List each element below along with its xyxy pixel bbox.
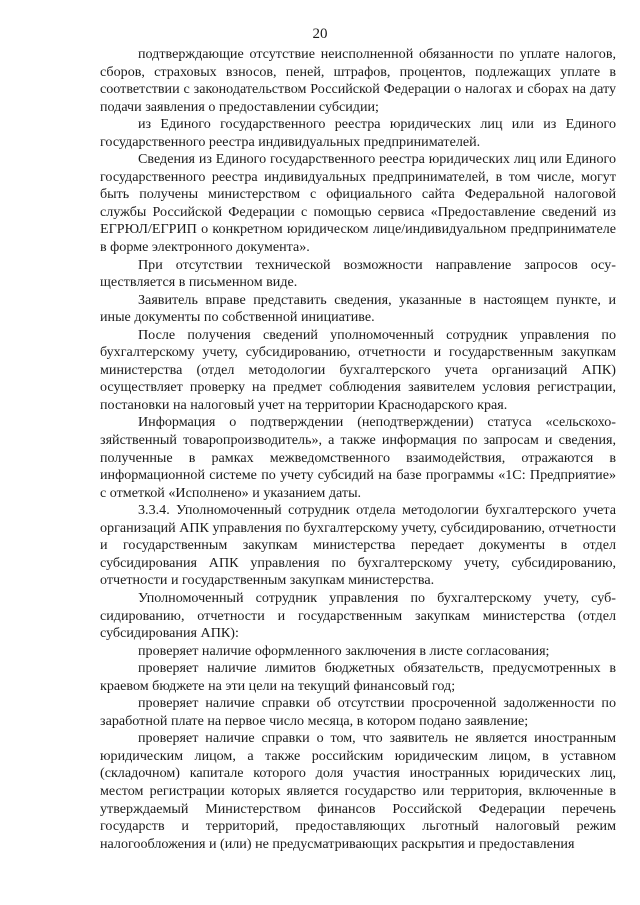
paragraph-registry-extract: из Единого государственного реестра юридических лиц или из Единого государственного реестра индивидуальных предпринимателей. <box>100 116 616 150</box>
paragraph-status-info: Информация о подтверждении (неподтверждении) статуса «сельскохозяйственный товаропроизводитель», а также информация по запросам и сведения, полученные в рамках межведомственного взаимодействия, отражаются в информационной системе по учету субсидий на базе программы «1С: Предприятие» с отметкой «Исполнено» и указанием даты. <box>100 414 616 501</box>
paragraph-check-salary: проверяет наличие справки об отсутствии просроченной задолженности по заработной плате на первое число месяца, в котором подано заявление; <box>100 695 616 729</box>
paragraph-check-foreign: проверяет наличие справки о том, что заявитель не является иностранным юридическим лицом, а также российским юридическим лицом, в уставном (складочном) капитале которого доля участия иностранных юридических лиц, местом регистрации которых является государство или территория, включенные в утверждаемый Министерством финансов Российской Федерации перечень государств и территорий, предоставляющих льготный налоговый режим налогообложения и (или) не предусматривающих раскрытия и предоставления <box>100 730 616 852</box>
paragraph-registration-check: После получения сведений уполномоченный сотрудник управления по бухгалтерскому учету, субсидированию, отчетности и государственным закупкам министерства (отдел методологии бухгалтерского учета организаций АПК) осуществляет проверку на предмет соблюдения заявителем условия регистрации, постановки на налоговый учет на территории Краснодарского края. <box>100 326 616 413</box>
paragraph-check-approval: проверяет наличие оформленного заключения в листе согласования; <box>138 642 550 659</box>
document-body <box>100 46 616 853</box>
paragraph-tax-arrears: подтверждающие отсутствие неисполненной обязанности по уплате налогов, сборов, страховых взносов, пеней, штрафов, процентов, подлежащих уплате в соответствии с законодательством Российской Федерации о налогах и сборах на дату подачи заявления о предоставлении субсидии; <box>100 46 616 115</box>
paragraph-registry-info: Сведения из Единого государственного реестра юридических лиц или Единого государственного реестра индивидуальных предпринимателей, в том числе, могут быть получены министерством с официального сайта Федеральной налоговой службы Российской Федерации с помощью сервиса «Предоставление сведений из ЕГРЮЛ/ЕГРИП о конкретном юридическом лице/индивидуальном предпринимателе в форме электронного документа». <box>100 151 616 256</box>
paragraph-own-initiative: Заявитель вправе представить сведения, указанные в настоящем пункте, и иные документы по собственной инициативе. <box>100 291 616 326</box>
page-number: 20 <box>312 26 328 42</box>
paragraph-check-limits: проверяет наличие лимитов бюджетных обязательств, предусмотренных в краевом бюджете на эти цели на текущий финансовый год; <box>100 660 616 694</box>
paragraph-3-3-4: 3.3.4. Уполномоченный сотрудник отдела методологии бухгалтерского учета организаций АПК управления по бухгалтерскому учету, субсидированию, отчетности и государственным закупкам министерства передает документы в отдел субсидирования АПК управления по бухгалтерскому учету, субсидированию, отчетности и государственным закупкам министерства. <box>100 502 616 589</box>
paragraph-authorized-employee: Уполномоченный сотрудник управления по бухгалтерскому учету, субсидированию, отчетности и государственным закупкам министерства (отдел субсидирования АПК): <box>100 589 616 642</box>
paragraph-written-requests: При отсутствии технической возможности направление запросов осуществляется в письменном виде. <box>100 256 616 291</box>
